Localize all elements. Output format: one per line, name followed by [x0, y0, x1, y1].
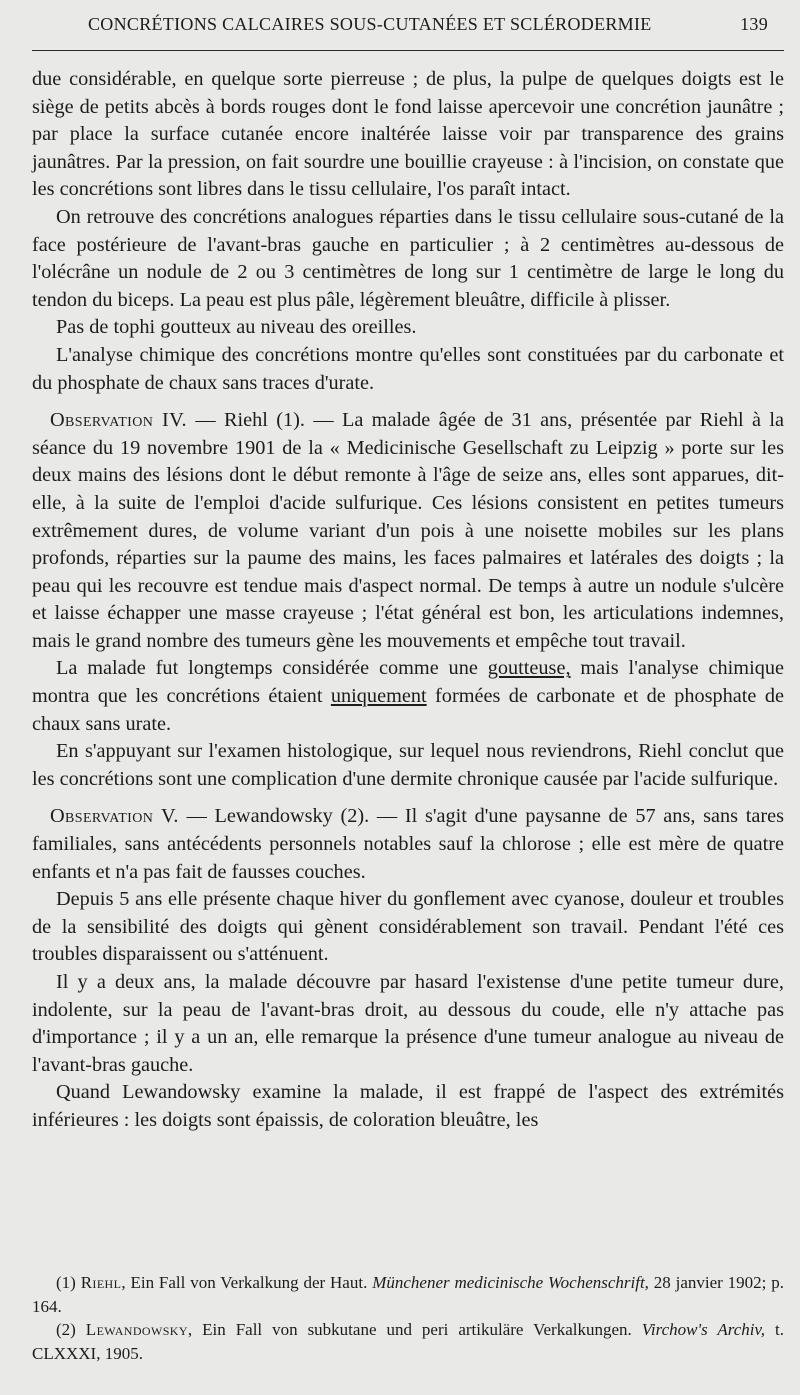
footnote-1-journal: Münchener medicinische Wochenschrift,: [372, 1273, 649, 1292]
observation-v-text: — Lewandowsky (2). — Il s'agit d'une paysanne de 57 ans, sans tares familiales, sans antécédents personnels notables sauf la chlorose ; elle est mère de quatre enfants et n'a pas fait de fausses couches.: [32, 805, 785, 883]
paragraph-tophi: Pas de tophi goutteux au niveau des oreilles.: [56, 316, 417, 339]
paragraph-continued: due considérable, en quelque sorte pierreuse ; de plus, la pulpe de quelques doigts est le siège de petits abcès à bords rouges dont le fond laisse apercevoir une concrétion jaunâtre ; par place la surface cutanée encore inaltérée laisse voir par transparence des grains jaunâtres. Par la pression, on fait sourdre une bouillie crayeuse : à l'incision, on constate que les concrétions sont libres dans le tissu cellulaire, l'os paraît intact.: [32, 68, 784, 201]
paragraph-riehl-conclusion: En s'appuyant sur l'examen histologique, sur lequel nous reviendrons, Riehl conclut que les concrétions sont une complication d'une dermite chronique causée par l'acide sulfurique.: [32, 740, 784, 790]
observation-v: [32, 803, 784, 886]
body-text: [32, 66, 784, 1135]
paragraph-chemical-analysis: L'analyse chimique des concrétions montre qu'elles sont constituées par du carbonate et du phosphate de chaux sans traces d'urate.: [32, 343, 784, 394]
header-rule: [32, 50, 784, 51]
paragraph-examination: Quand Lewandowsky examine la malade, il est frappé de l'aspect des extrémités inférieures : les doigts sont épaissis, de coloration bleuâtre, les: [32, 1081, 784, 1131]
paragraph-gout-analysis: La malade fut longtemps considérée comme une goutteuse, mais l'analyse chimique montra que les concrétions étaient uniquement formées de carbonate et de phosphate de chaux sans urate.: [32, 657, 784, 735]
paragraph-tumor-discovery: Il y a deux ans, la malade découvre par hasard l'existense d'une petite tumeur dure, indolente, sur la peau de l'avant-bras droit, au dessous du coude, elle n'y attache pas d'importance ; il y a un an, elle remarque la présence d'une tumeur analogue au niveau de l'avant-bras gauche.: [32, 971, 784, 1076]
footnotes: [32, 1271, 784, 1365]
footnote-2-author: Lewandowsky: [85, 1320, 188, 1339]
observation-iv-text: — Riehl (1). — La malade âgée de 31 ans, présentée par Riehl à la séance du 19 novembre 1901 de la « Medicinische Gesellschaft zu Leipzig » porte sur les deux mains des lésions dont le début remonte à l'âge de seize ans, elles sont apparues, dit-elle, à la suite de l'emploi d'acide sulfurique. Ces lésions consistent en petites tumeurs extrêmement dures, de volume variant d'un pois à une noisette mobiles sur les plans profonds, réparties sur la paume des mains, les faces palmaires et latérales des doigts ; la peau qui les recouvre est tendue mais d'aspect normal. De temps à autre un nodule s'ulcère et laisse échapper une masse crayeuse ; l'état général est bon, les articulations indemnes, mais le grand nombre des tumeurs gène les mouvements et empêche tout travail.: [32, 409, 784, 652]
underlined-uniquement: uniquement: [330, 685, 427, 708]
running-title: CONCRÉTIONS CALCAIRES SOUS-CUTANÉES ET SCLÉRODERMIE: [88, 14, 652, 34]
observation-v-label: Observation V.: [50, 805, 179, 828]
observation-iv-label: Observation IV.: [50, 409, 188, 432]
footnote-2: (2) Lewandowsky, Ein Fall von subkutane und peri artikuläre Verkalkungen. Virchow's Archiv, t. CLXXXI, 1905.: [32, 1320, 784, 1363]
paragraph-winter-symptoms: Depuis 5 ans elle présente chaque hiver du gonflement avec cyanose, douleur et troubles de la sensibilité des doigts qui gènent considérablement son travail. Pendant l'été ces troubles disparaissent ou s'atténuent.: [32, 888, 784, 966]
footnote-1-author: Riehl: [80, 1273, 122, 1292]
footnote-1: (1) Riehl, Ein Fall von Verkalkung der Haut. Münchener medicinische Wochenschrift, 28 janvier 1902; p. 164.: [32, 1273, 785, 1316]
page-number: 139: [740, 14, 768, 34]
observation-iv: [32, 407, 784, 655]
footnote-2-journal: Virchow's Archiv,: [641, 1320, 766, 1339]
paragraph-concretions-forearm: On retrouve des concrétions analogues réparties dans le tissu cellulaire sous-cutané de la face postérieure de l'avant-bras gauche en particulier ; à 2 centimètres au-dessous de l'olécrâne un nodule de 2 ou 3 centimètres de long sur 1 centimètre de large le long du tendon du biceps. La peau est plus pâle, légèrement bleuâtre, difficile à plisser.: [32, 205, 784, 311]
underlined-goutteuse: goutteuse,: [487, 657, 571, 680]
